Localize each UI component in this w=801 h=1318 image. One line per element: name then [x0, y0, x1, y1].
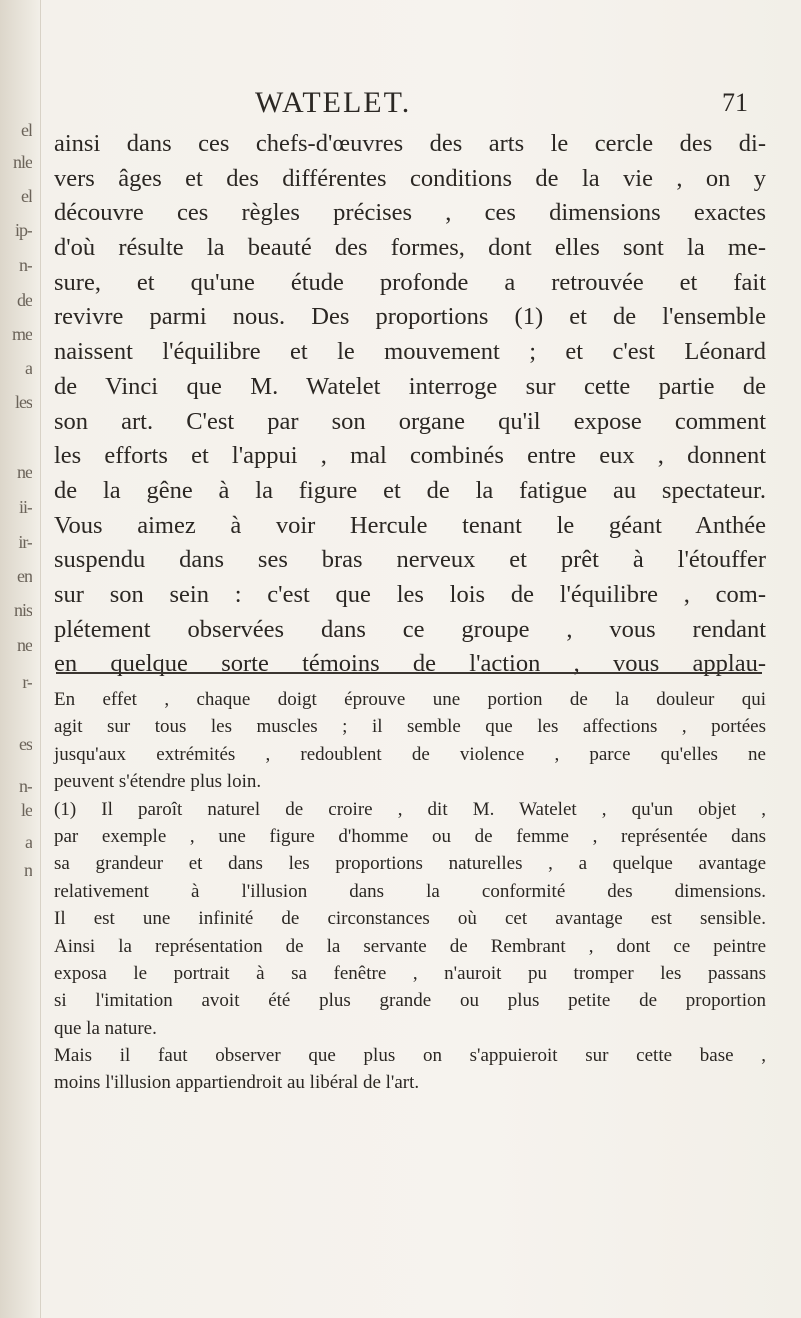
- text-line: naissent l'équilibre et le mouvement ; et c'est Léonard: [54, 338, 766, 366]
- gutter-fragment: nle: [13, 152, 32, 172]
- gutter-fragment: ir-: [18, 532, 32, 552]
- gutter-fragment: el: [21, 120, 32, 140]
- main-text: [54, 127, 766, 682]
- footnotes: [54, 686, 766, 1097]
- footnote-line: par exemple , une figure d'homme ou de femme , représentée dans: [54, 825, 766, 847]
- gutter-fragment: a: [25, 832, 32, 852]
- footnote-line: sa grandeur et dans les proportions naturelles , a quelque avantage: [54, 853, 766, 875]
- text-line: d'où résulte la beauté des formes, dont elles sont la me-: [54, 234, 766, 262]
- text-line: revivre parmi nous. Des proportions (1) et de l'ensemble: [54, 303, 766, 331]
- gutter-fragment: en: [17, 566, 32, 586]
- text-line: sur son sein : c'est que les lois de l'équilibre , com-: [54, 580, 766, 608]
- text-line: découvre ces règles précises , ces dimensions exactes: [54, 199, 766, 227]
- gutter-fragment: n-: [19, 255, 32, 275]
- page-number: 71: [722, 88, 748, 117]
- text-line: sure, et qu'une étude profonde a retrouvée et fait: [54, 268, 766, 296]
- footnote-line: agit sur tous les muscles ; il semble que les affections , portées: [54, 716, 766, 738]
- footnote-line: jusqu'aux extrémités , redoublent de violence , parce qu'elles ne: [54, 743, 766, 765]
- gutter-fragment: a: [25, 358, 32, 378]
- text-line: plétement observées dans ce groupe , vous rendant: [54, 615, 766, 643]
- gutter-fragment: les: [15, 392, 32, 412]
- footnote-line: peuvent s'étendre plus loin.: [54, 771, 262, 793]
- text-line: en quelque sorte témoins de l'action , vous applau-: [54, 650, 766, 678]
- footnote-line: Mais il faut observer que plus on s'appuieroit sur cette base ,: [54, 1045, 766, 1067]
- gutter-fragment: n: [24, 860, 32, 880]
- text-line: de Vinci que M. Watelet interroge sur cette partie de: [54, 372, 766, 400]
- gutter-fragment: ne: [17, 462, 32, 482]
- footnote-line: si l'imitation avoit été plus grande ou plus petite de proportion: [54, 990, 766, 1012]
- footnote-line: relativement à l'illusion dans la conformité des dimensions.: [54, 880, 766, 902]
- gutter-fragment: n-: [19, 776, 32, 796]
- text-line: les efforts et l'appui , mal combinés entre eux , donnent: [54, 442, 766, 470]
- running-title: WATELET.: [255, 86, 412, 119]
- page-header: [60, 86, 760, 120]
- text-line: ainsi dans ces chefs-d'œuvres des arts le cercle des di-: [54, 130, 766, 157]
- gutter-fragment: nis: [13, 600, 32, 620]
- footnote-line: Il est une infinité de circonstances où cet avantage est sensible.: [54, 908, 766, 930]
- footnote-line: En effet , chaque doigt éprouve une portion de la douleur qui: [54, 689, 766, 710]
- gutter-fragment: es: [19, 734, 32, 754]
- text-line: Vous aimez à voir Hercule tenant le géant Anthée: [54, 511, 766, 539]
- text-line: vers âges et des différentes conditions de la vie , on y: [54, 164, 766, 192]
- gutter-fragment: r-: [22, 672, 32, 692]
- gutter-fragment: ii-: [19, 497, 32, 517]
- facing-page-gutter: [0, 0, 41, 1318]
- footnote-line: (1) Il paroît naturel de croire , dit M. Watelet , qu'un objet ,: [54, 798, 766, 820]
- text-line: suspendu dans ses bras nerveux et prêt à l'étouffer: [54, 546, 766, 574]
- gutter-fragment: le: [21, 800, 32, 820]
- gutter-fragment: de: [17, 290, 32, 310]
- footnote-line: Ainsi la représentation de la servante de Rembrant , dont ce peintre: [54, 935, 766, 957]
- text-line: son art. C'est par son organe qu'il expose comment: [54, 407, 766, 435]
- footnote-line: que la nature.: [54, 1017, 157, 1039]
- gutter-fragment: me: [12, 324, 32, 344]
- footnote-line: exposa le portrait à sa fenêtre , n'auroit pu tromper les passans: [54, 962, 766, 984]
- footnote-line: moins l'illusion appartiendroit au libéral de l'art.: [54, 1072, 420, 1094]
- gutter-fragment: ne: [17, 635, 32, 655]
- gutter-fragment: ip-: [15, 220, 32, 240]
- gutter-fragment: el: [21, 186, 32, 206]
- footnote-separator: [56, 672, 762, 674]
- text-line: de la gêne à la figure et de la fatigue au spectateur.: [54, 476, 766, 504]
